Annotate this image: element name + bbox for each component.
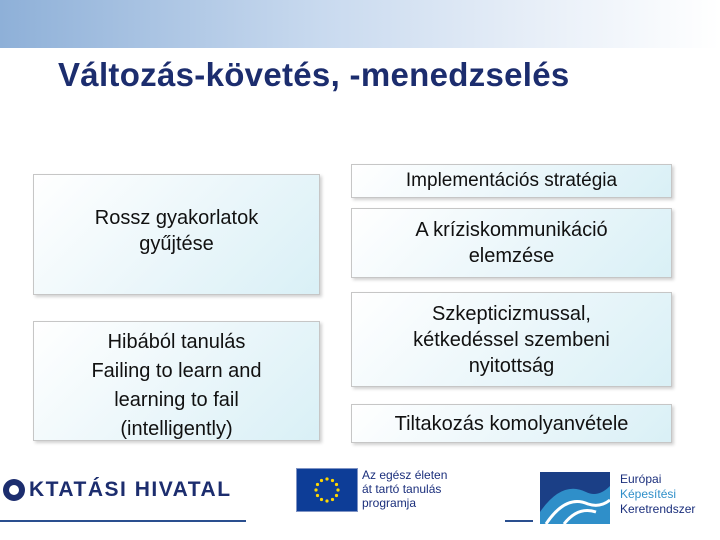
box-line: learning to fail [114, 389, 239, 411]
box-bad-practices [33, 174, 320, 295]
box-line: gyűjtése [139, 233, 214, 255]
eu-program-line: Az egész életen [362, 468, 448, 482]
header-band [0, 0, 720, 48]
eu-flag-icon [296, 468, 358, 512]
eqf-label [620, 472, 695, 517]
box-line: Rossz gyakorlatok [94, 207, 259, 229]
eu-stars-icon [297, 469, 357, 511]
box-line: nyitottság [468, 354, 555, 377]
eu-program-label [362, 468, 447, 510]
footer-divider [505, 520, 533, 522]
box-line: Szkepticizmussal, [432, 302, 591, 325]
box-line: Failing to learn and [91, 360, 262, 382]
eqf-line: Keretrendszer [620, 502, 696, 516]
footer-divider [0, 520, 246, 522]
box-line: (intelligently) [120, 418, 233, 440]
logo-circle-icon [3, 479, 25, 501]
box-line: Hibából tanulás [107, 331, 246, 353]
box-line: Tiltakozás komolyanvétele [394, 412, 629, 435]
eqf-line: Képesítési [620, 487, 677, 501]
eu-program-line: át tartó tanulás [362, 482, 442, 496]
box-learning-from-failure [33, 321, 320, 441]
logo-text: KTATÁSI HIVATAL [29, 478, 232, 501]
box-line: A kríziskommunikáció [415, 219, 608, 241]
box-line: kétkedéssel szembeni [413, 328, 610, 351]
box-taking-objections-seriously [351, 404, 672, 443]
eqf-line: Európai [620, 472, 662, 486]
box-implementation-strategy [351, 164, 672, 198]
box-line: elemzése [468, 245, 555, 267]
box-line: Implementációs stratégia [405, 170, 618, 191]
box-openness-to-skepticism [351, 292, 672, 387]
slide-title: Változás-követés, -menedzselés [58, 56, 570, 93]
box-crisis-communication [351, 208, 672, 278]
oktatasi-hivatal-logo [0, 478, 232, 502]
eu-program-line: programja [362, 496, 417, 510]
eqf-logo-icon [540, 472, 610, 524]
